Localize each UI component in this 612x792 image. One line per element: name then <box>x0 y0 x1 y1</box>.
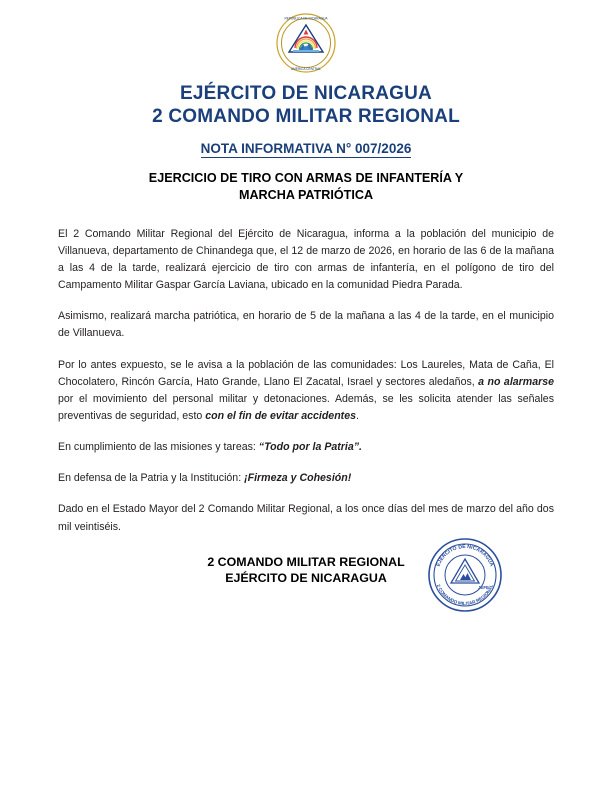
paragraph-1 <box>58 226 554 295</box>
slogan-todo-por-la-patria: “Todo por la Patria”. <box>258 441 362 454</box>
svg-text:REPÚBLICA DE NICARAGUA: REPÚBLICA DE NICARAGUA <box>284 16 328 21</box>
paragraph-5 <box>58 470 554 487</box>
paragraph-2 <box>58 308 554 342</box>
slogan-firmeza-y-cohesion: ¡Firmeza y Cohesión! <box>244 472 352 485</box>
subject-text-line-1: EJERCICIO DE TIRO CON ARMAS DE INFANTERÍA Y <box>148 171 464 186</box>
paragraph-2-text: Asimismo, realizará marcha patriótica, en horario de 5 de la mañana a las 4 de la tarde, en el municipio de Villanueva. <box>58 310 554 340</box>
paragraph-6 <box>58 501 554 535</box>
subject-text-line-2: MARCHA PATRIÓTICA <box>238 187 374 202</box>
paragraph-3-emphasis-1: a no alarmarse <box>478 375 554 388</box>
paragraph-5-text: En defensa de la Patria y la Institución: <box>58 472 242 485</box>
document-subject <box>0 170 612 203</box>
paragraph-3 <box>58 357 554 426</box>
nota-informativa-label: NOTA INFORMATIVA N° 007/2026 <box>200 141 412 157</box>
svg-text:2 COMANDO MILITAR REGIONAL: 2 COMANDO MILITAR REGIONAL <box>435 583 495 606</box>
document-body <box>0 226 612 536</box>
org-title-line-2: 2 COMANDO MILITAR REGIONAL <box>152 106 460 128</box>
org-title-line-1: EJÉRCITO DE NICARAGUA <box>180 83 432 104</box>
paragraph-3-period: . <box>355 409 359 422</box>
organization-title <box>0 82 612 128</box>
signature-line-1: 2 COMANDO MILITAR REGIONAL <box>207 554 405 569</box>
signature-line-2: EJÉRCITO DE NICARAGUA <box>225 570 387 585</box>
paragraph-3-text-b: por el movimiento del personal militar y detonaciones. Además, se les solicita atender las señales preventivas de seguridad, esto <box>58 392 554 422</box>
svg-text:EJÉRCITO DE NICARAGUA: EJÉRCITO DE NICARAGUA <box>435 543 495 568</box>
nota-informativa-heading <box>0 141 612 156</box>
svg-text:AMÉRICA CENTRAL: AMÉRICA CENTRAL <box>290 67 322 71</box>
svg-text:JEFE: JEFE <box>478 584 489 590</box>
crest-container <box>0 0 612 74</box>
paragraph-1-text: El 2 Comando Militar Regional del Ejército de Nicaragua, informa a la población del municipio de Villanueva, departamento de Chinandega que, el 12 de marzo de 2026, en horario de las 6 de la mañana a las 4 de la tarde, realizará ejercicio de tiro con armas de infantería, en el polígono de tiro del Campamento Militar Gaspar García Laviana, ubicado en la comunidad Piedra Parada. <box>58 227 554 292</box>
nicaragua-coat-of-arms-icon <box>275 12 337 74</box>
signature-block <box>0 543 612 606</box>
military-seal-stamp-icon <box>426 536 504 614</box>
paragraph-4 <box>58 439 554 456</box>
paragraph-3-emphasis-2: con el fin de evitar accidentes <box>205 409 356 422</box>
paragraph-3-text-a: Por lo antes expuesto, se le avisa a la población de las comunidades: Los Laureles, Mata de Caña, El Chocolatero, Rincón García, Hato Grande, Llano El Zacatal, Israel y sectores aledaños, <box>58 358 554 388</box>
paragraph-6-text: Dado en el Estado Mayor del 2 Comando Militar Regional, a los once días del mes de marzo del año dos mil veintiséis. <box>58 503 554 533</box>
paragraph-4-text: En cumplimiento de las misiones y tareas: <box>58 441 256 454</box>
